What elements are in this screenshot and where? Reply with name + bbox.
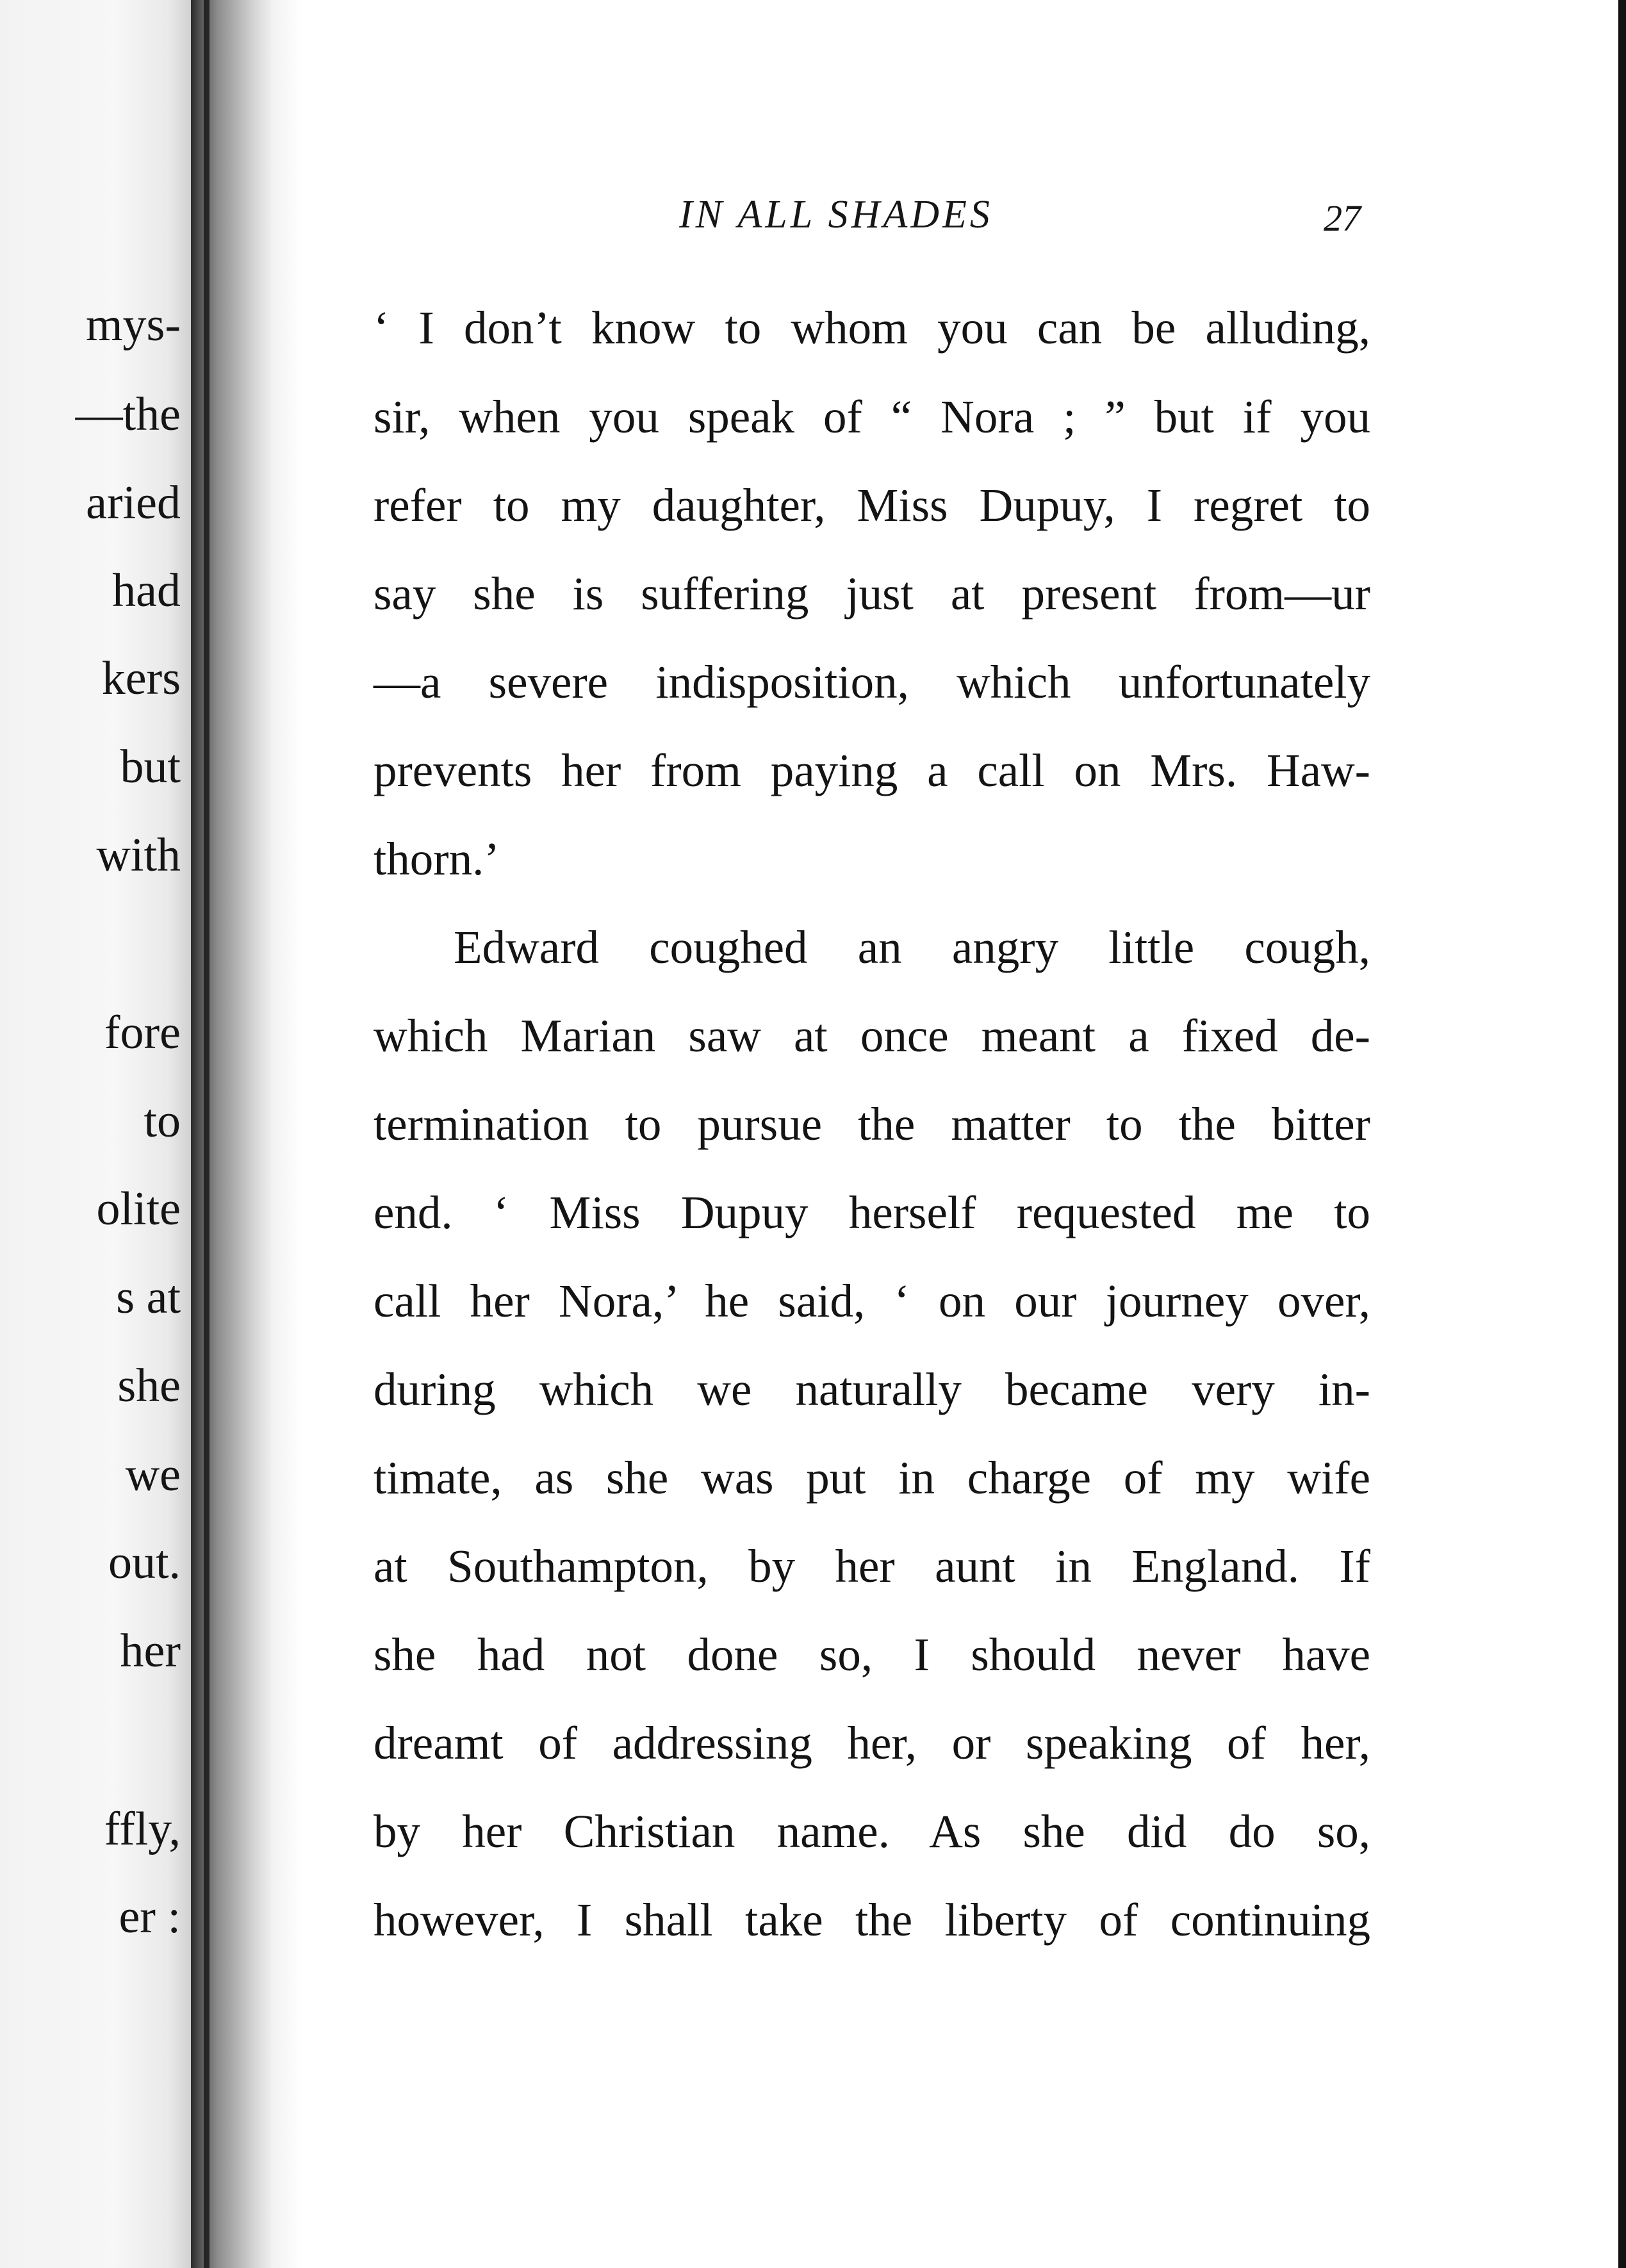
text-line: dreamt of addressing her, or speaking of her, — [374, 1717, 1370, 1769]
text-line: however, I shall take the liberty of continuing — [374, 1894, 1370, 1946]
facing-page-line: aried — [86, 477, 181, 529]
text-line: she had not done so, I should never have — [374, 1629, 1370, 1680]
page-number: 27 — [1324, 197, 1361, 239]
text-line: sir, when you speak of “ Nora ; ” but if you — [374, 391, 1370, 443]
text-line: thorn.’ — [374, 833, 500, 885]
facing-page-line: —the — [75, 388, 181, 441]
text-line: Edward coughed an angry little cough, — [454, 921, 1370, 973]
text-line: at Southampton, by her aunt in England. If — [374, 1540, 1370, 1592]
text-line: during which we naturally became very in- — [374, 1363, 1370, 1415]
facing-page-line: s at — [116, 1271, 181, 1324]
binding-gutter-shadow — [191, 0, 271, 2268]
text-line: end. ‘ Miss Dupuy herself requested me to — [374, 1187, 1370, 1238]
binding-fade — [271, 0, 303, 2268]
facing-page-line: kers — [101, 652, 181, 705]
text-line: —a severe indisposition, which unfortunately — [374, 656, 1370, 708]
facing-page-line: out. — [108, 1536, 181, 1589]
facing-page-line: fore — [104, 1007, 181, 1059]
facing-page-line: mys- — [86, 299, 181, 351]
text-line: prevents her from paying a call on Mrs. Haw- — [374, 744, 1370, 796]
facing-page-line: but — [120, 741, 181, 793]
text-line: ‘ I don’t know to whom you can be alluding, — [374, 302, 1370, 354]
facing-page-line: her — [120, 1625, 181, 1677]
text-line: termination to pursue the matter to the bitter — [374, 1098, 1370, 1150]
binding-edge — [204, 0, 209, 2268]
facing-page-line: with — [96, 829, 181, 882]
text-line: call her Nora,’ he said, ‘ on our journey over, — [374, 1275, 1370, 1327]
facing-page-line: she — [117, 1360, 181, 1412]
text-line: say she is suffering just at present from—ur — [374, 568, 1370, 620]
facing-page-line: er : — [119, 1891, 181, 1943]
running-head: IN ALL SHADES — [679, 193, 993, 236]
text-line: refer to my daughter, Miss Dupuy, I regret to — [374, 479, 1370, 531]
text-line: by her Christian name. As she did do so, — [374, 1805, 1370, 1857]
facing-page-fragment — [0, 0, 192, 2268]
facing-page-line: had — [112, 564, 181, 617]
facing-page-line: we — [125, 1449, 181, 1501]
text-line: which Marian saw at once meant a fixed de- — [374, 1010, 1370, 1062]
facing-page-line: ffly, — [104, 1803, 181, 1855]
page-edge-border — [1618, 0, 1626, 2268]
facing-page-line: to — [144, 1095, 181, 1147]
text-line: timate, as she was put in charge of my wife — [374, 1452, 1370, 1504]
facing-page-line: olite — [96, 1183, 181, 1235]
